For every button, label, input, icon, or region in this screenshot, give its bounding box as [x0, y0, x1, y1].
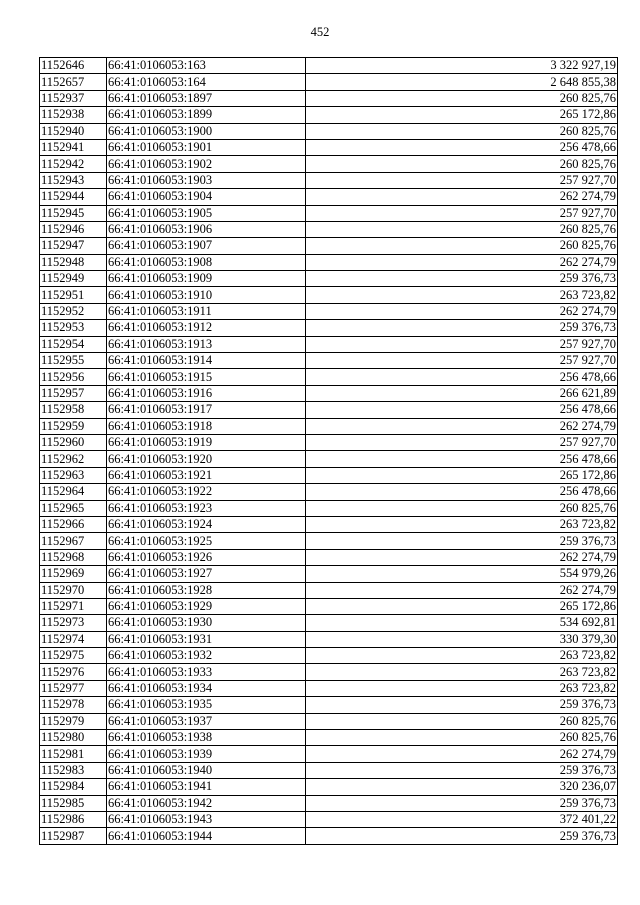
table-row	[40, 156, 618, 172]
table-row	[40, 533, 618, 549]
cadastral-number-cell: 66:41:0106053:1916	[107, 385, 306, 401]
table-row	[40, 779, 618, 795]
record-id-cell: 1152963	[40, 467, 107, 483]
cadastral-number-cell: 66:41:0106053:1930	[107, 615, 306, 631]
value-cell: 372 401,22	[306, 811, 618, 827]
table-row	[40, 730, 618, 746]
table-row	[40, 713, 618, 729]
cadastral-number-cell: 66:41:0106053:1927	[107, 566, 306, 582]
table-row	[40, 123, 618, 139]
record-id-cell: 1152978	[40, 697, 107, 713]
record-id-cell: 1152977	[40, 680, 107, 696]
table-row	[40, 484, 618, 500]
record-id-cell: 1152975	[40, 648, 107, 664]
value-cell: 257 927,70	[306, 336, 618, 352]
cadastral-number-cell: 66:41:0106053:1937	[107, 713, 306, 729]
value-cell: 263 723,82	[306, 648, 618, 664]
table-row	[40, 500, 618, 516]
value-cell: 265 172,86	[306, 467, 618, 483]
cadastral-number-cell: 66:41:0106053:1907	[107, 238, 306, 254]
record-id-cell: 1152983	[40, 762, 107, 778]
value-cell: 259 376,73	[306, 795, 618, 811]
record-id-cell: 1152971	[40, 598, 107, 614]
cadastral-number-cell: 66:41:0106053:1943	[107, 811, 306, 827]
record-id-cell: 1152938	[40, 107, 107, 123]
cadastral-number-cell: 66:41:0106053:1911	[107, 303, 306, 319]
table-row	[40, 287, 618, 303]
record-id-cell: 1152974	[40, 631, 107, 647]
table-row	[40, 615, 618, 631]
record-id-cell: 1152957	[40, 385, 107, 401]
table-row	[40, 254, 618, 270]
cadastral-number-cell: 66:41:0106053:1929	[107, 598, 306, 614]
record-id-cell: 1152979	[40, 713, 107, 729]
value-cell: 259 376,73	[306, 320, 618, 336]
table-row	[40, 582, 618, 598]
value-cell: 260 825,76	[306, 238, 618, 254]
value-cell: 330 379,30	[306, 631, 618, 647]
record-id-cell: 1152951	[40, 287, 107, 303]
record-id-cell: 1152943	[40, 172, 107, 188]
table-row	[40, 434, 618, 450]
record-id-cell: 1152953	[40, 320, 107, 336]
value-cell: 260 825,76	[306, 123, 618, 139]
record-id-cell: 1152968	[40, 549, 107, 565]
value-cell: 256 478,66	[306, 139, 618, 155]
value-cell: 259 376,73	[306, 762, 618, 778]
table-row	[40, 402, 618, 418]
cadastral-number-cell: 66:41:0106053:1922	[107, 484, 306, 500]
record-id-cell: 1152657	[40, 74, 107, 90]
cadastral-number-cell: 66:41:0106053:1915	[107, 369, 306, 385]
record-id-cell: 1152987	[40, 828, 107, 844]
table-row	[40, 598, 618, 614]
record-id-cell: 1152945	[40, 205, 107, 221]
table-row	[40, 107, 618, 123]
table-row	[40, 238, 618, 254]
table-row	[40, 385, 618, 401]
table-row	[40, 74, 618, 90]
cadastral-number-cell: 66:41:0106053:1935	[107, 697, 306, 713]
record-id-cell: 1152948	[40, 254, 107, 270]
cadastral-number-cell: 66:41:0106053:1909	[107, 271, 306, 287]
cadastral-number-cell: 66:41:0106053:1900	[107, 123, 306, 139]
cadastral-number-cell: 66:41:0106053:1912	[107, 320, 306, 336]
value-cell: 262 274,79	[306, 189, 618, 205]
value-cell: 256 478,66	[306, 451, 618, 467]
table-row	[40, 58, 618, 74]
cadastral-number-cell: 66:41:0106053:1913	[107, 336, 306, 352]
cadastral-number-cell: 66:41:0106053:1931	[107, 631, 306, 647]
value-cell: 263 723,82	[306, 287, 618, 303]
table-row	[40, 549, 618, 565]
cadastral-number-cell: 66:41:0106053:1941	[107, 779, 306, 795]
table-row	[40, 221, 618, 237]
table-row	[40, 418, 618, 434]
value-cell: 320 236,07	[306, 779, 618, 795]
cadastral-number-cell: 66:41:0106053:1924	[107, 516, 306, 532]
cadastral-number-cell: 66:41:0106053:1906	[107, 221, 306, 237]
record-id-cell: 1152958	[40, 402, 107, 418]
record-id-cell: 1152976	[40, 664, 107, 680]
value-cell: 265 172,86	[306, 598, 618, 614]
record-id-cell: 1152954	[40, 336, 107, 352]
value-cell: 256 478,66	[306, 402, 618, 418]
value-cell: 260 825,76	[306, 90, 618, 106]
record-id-cell: 1152952	[40, 303, 107, 319]
value-cell: 260 825,76	[306, 221, 618, 237]
value-cell: 260 825,76	[306, 730, 618, 746]
value-cell: 262 274,79	[306, 303, 618, 319]
record-id-cell: 1152956	[40, 369, 107, 385]
record-id-cell: 1152937	[40, 90, 107, 106]
cadastral-number-cell: 66:41:0106053:1932	[107, 648, 306, 664]
cadastral-number-cell: 66:41:0106053:1903	[107, 172, 306, 188]
table-row	[40, 811, 618, 827]
cadastral-number-cell: 66:41:0106053:163	[107, 58, 306, 74]
value-cell: 265 172,86	[306, 107, 618, 123]
table-row	[40, 336, 618, 352]
records-table	[39, 57, 618, 845]
value-cell: 257 927,70	[306, 172, 618, 188]
value-cell: 262 274,79	[306, 549, 618, 565]
value-cell: 262 274,79	[306, 582, 618, 598]
table-row	[40, 648, 618, 664]
cadastral-number-cell: 66:41:0106053:1934	[107, 680, 306, 696]
record-id-cell: 1152949	[40, 271, 107, 287]
value-cell: 262 274,79	[306, 418, 618, 434]
record-id-cell: 1152969	[40, 566, 107, 582]
table-row	[40, 271, 618, 287]
cadastral-number-cell: 66:41:0106053:1926	[107, 549, 306, 565]
record-id-cell: 1152966	[40, 516, 107, 532]
table-row	[40, 353, 618, 369]
value-cell: 262 274,79	[306, 746, 618, 762]
table-row	[40, 762, 618, 778]
record-id-cell: 1152985	[40, 795, 107, 811]
record-id-cell: 1152960	[40, 434, 107, 450]
value-cell: 262 274,79	[306, 254, 618, 270]
value-cell: 3 322 927,19	[306, 58, 618, 74]
value-cell: 256 478,66	[306, 369, 618, 385]
value-cell: 260 825,76	[306, 156, 618, 172]
record-id-cell: 1152981	[40, 746, 107, 762]
table-row	[40, 697, 618, 713]
value-cell: 260 825,76	[306, 713, 618, 729]
cadastral-number-cell: 66:41:0106053:1940	[107, 762, 306, 778]
table-row	[40, 795, 618, 811]
records-table-body	[40, 58, 618, 845]
table-row	[40, 189, 618, 205]
table-row	[40, 664, 618, 680]
cadastral-number-cell: 66:41:0106053:1925	[107, 533, 306, 549]
value-cell: 266 621,89	[306, 385, 618, 401]
record-id-cell: 1152947	[40, 238, 107, 254]
cadastral-number-cell: 66:41:0106053:1899	[107, 107, 306, 123]
cadastral-number-cell: 66:41:0106053:1938	[107, 730, 306, 746]
value-cell: 259 376,73	[306, 271, 618, 287]
record-id-cell: 1152965	[40, 500, 107, 516]
table-row	[40, 467, 618, 483]
cadastral-number-cell: 66:41:0106053:1944	[107, 828, 306, 844]
cadastral-number-cell: 66:41:0106053:1928	[107, 582, 306, 598]
table-row	[40, 828, 618, 844]
cadastral-number-cell: 66:41:0106053:1917	[107, 402, 306, 418]
cadastral-number-cell: 66:41:0106053:1920	[107, 451, 306, 467]
record-id-cell: 1152941	[40, 139, 107, 155]
cadastral-number-cell: 66:41:0106053:1914	[107, 353, 306, 369]
record-id-cell: 1152946	[40, 221, 107, 237]
cadastral-number-cell: 66:41:0106053:1897	[107, 90, 306, 106]
cadastral-number-cell: 66:41:0106053:164	[107, 74, 306, 90]
cadastral-number-cell: 66:41:0106053:1919	[107, 434, 306, 450]
table-row	[40, 516, 618, 532]
value-cell: 259 376,73	[306, 828, 618, 844]
table-row	[40, 139, 618, 155]
record-id-cell: 1152986	[40, 811, 107, 827]
cadastral-number-cell: 66:41:0106053:1905	[107, 205, 306, 221]
table-row	[40, 369, 618, 385]
record-id-cell: 1152962	[40, 451, 107, 467]
value-cell: 263 723,82	[306, 516, 618, 532]
value-cell: 259 376,73	[306, 697, 618, 713]
record-id-cell: 1152944	[40, 189, 107, 205]
value-cell: 263 723,82	[306, 680, 618, 696]
record-id-cell: 1152942	[40, 156, 107, 172]
record-id-cell: 1152959	[40, 418, 107, 434]
value-cell: 256 478,66	[306, 484, 618, 500]
cadastral-number-cell: 66:41:0106053:1902	[107, 156, 306, 172]
cadastral-number-cell: 66:41:0106053:1921	[107, 467, 306, 483]
table-row	[40, 90, 618, 106]
page-number: 452	[310, 25, 330, 39]
table-row	[40, 320, 618, 336]
table-row	[40, 205, 618, 221]
value-cell: 554 979,26	[306, 566, 618, 582]
value-cell: 534 692,81	[306, 615, 618, 631]
record-id-cell: 1152980	[40, 730, 107, 746]
record-id-cell: 1152984	[40, 779, 107, 795]
cadastral-number-cell: 66:41:0106053:1923	[107, 500, 306, 516]
value-cell: 259 376,73	[306, 533, 618, 549]
cadastral-number-cell: 66:41:0106053:1904	[107, 189, 306, 205]
record-id-cell: 1152940	[40, 123, 107, 139]
table-row	[40, 451, 618, 467]
table-row	[40, 631, 618, 647]
record-id-cell: 1152967	[40, 533, 107, 549]
record-id-cell: 1152964	[40, 484, 107, 500]
record-id-cell: 1152970	[40, 582, 107, 598]
cadastral-number-cell: 66:41:0106053:1942	[107, 795, 306, 811]
cadastral-number-cell: 66:41:0106053:1908	[107, 254, 306, 270]
cadastral-number-cell: 66:41:0106053:1918	[107, 418, 306, 434]
value-cell: 260 825,76	[306, 500, 618, 516]
record-id-cell: 1152973	[40, 615, 107, 631]
table-row	[40, 680, 618, 696]
cadastral-number-cell: 66:41:0106053:1933	[107, 664, 306, 680]
table-row	[40, 566, 618, 582]
cadastral-number-cell: 66:41:0106053:1910	[107, 287, 306, 303]
table-row	[40, 746, 618, 762]
value-cell: 257 927,70	[306, 353, 618, 369]
table-row	[40, 172, 618, 188]
value-cell: 257 927,70	[306, 205, 618, 221]
table-row	[40, 303, 618, 319]
cadastral-number-cell: 66:41:0106053:1939	[107, 746, 306, 762]
value-cell: 263 723,82	[306, 664, 618, 680]
value-cell: 257 927,70	[306, 434, 618, 450]
record-id-cell: 1152646	[40, 58, 107, 74]
value-cell: 2 648 855,38	[306, 74, 618, 90]
record-id-cell: 1152955	[40, 353, 107, 369]
cadastral-number-cell: 66:41:0106053:1901	[107, 139, 306, 155]
